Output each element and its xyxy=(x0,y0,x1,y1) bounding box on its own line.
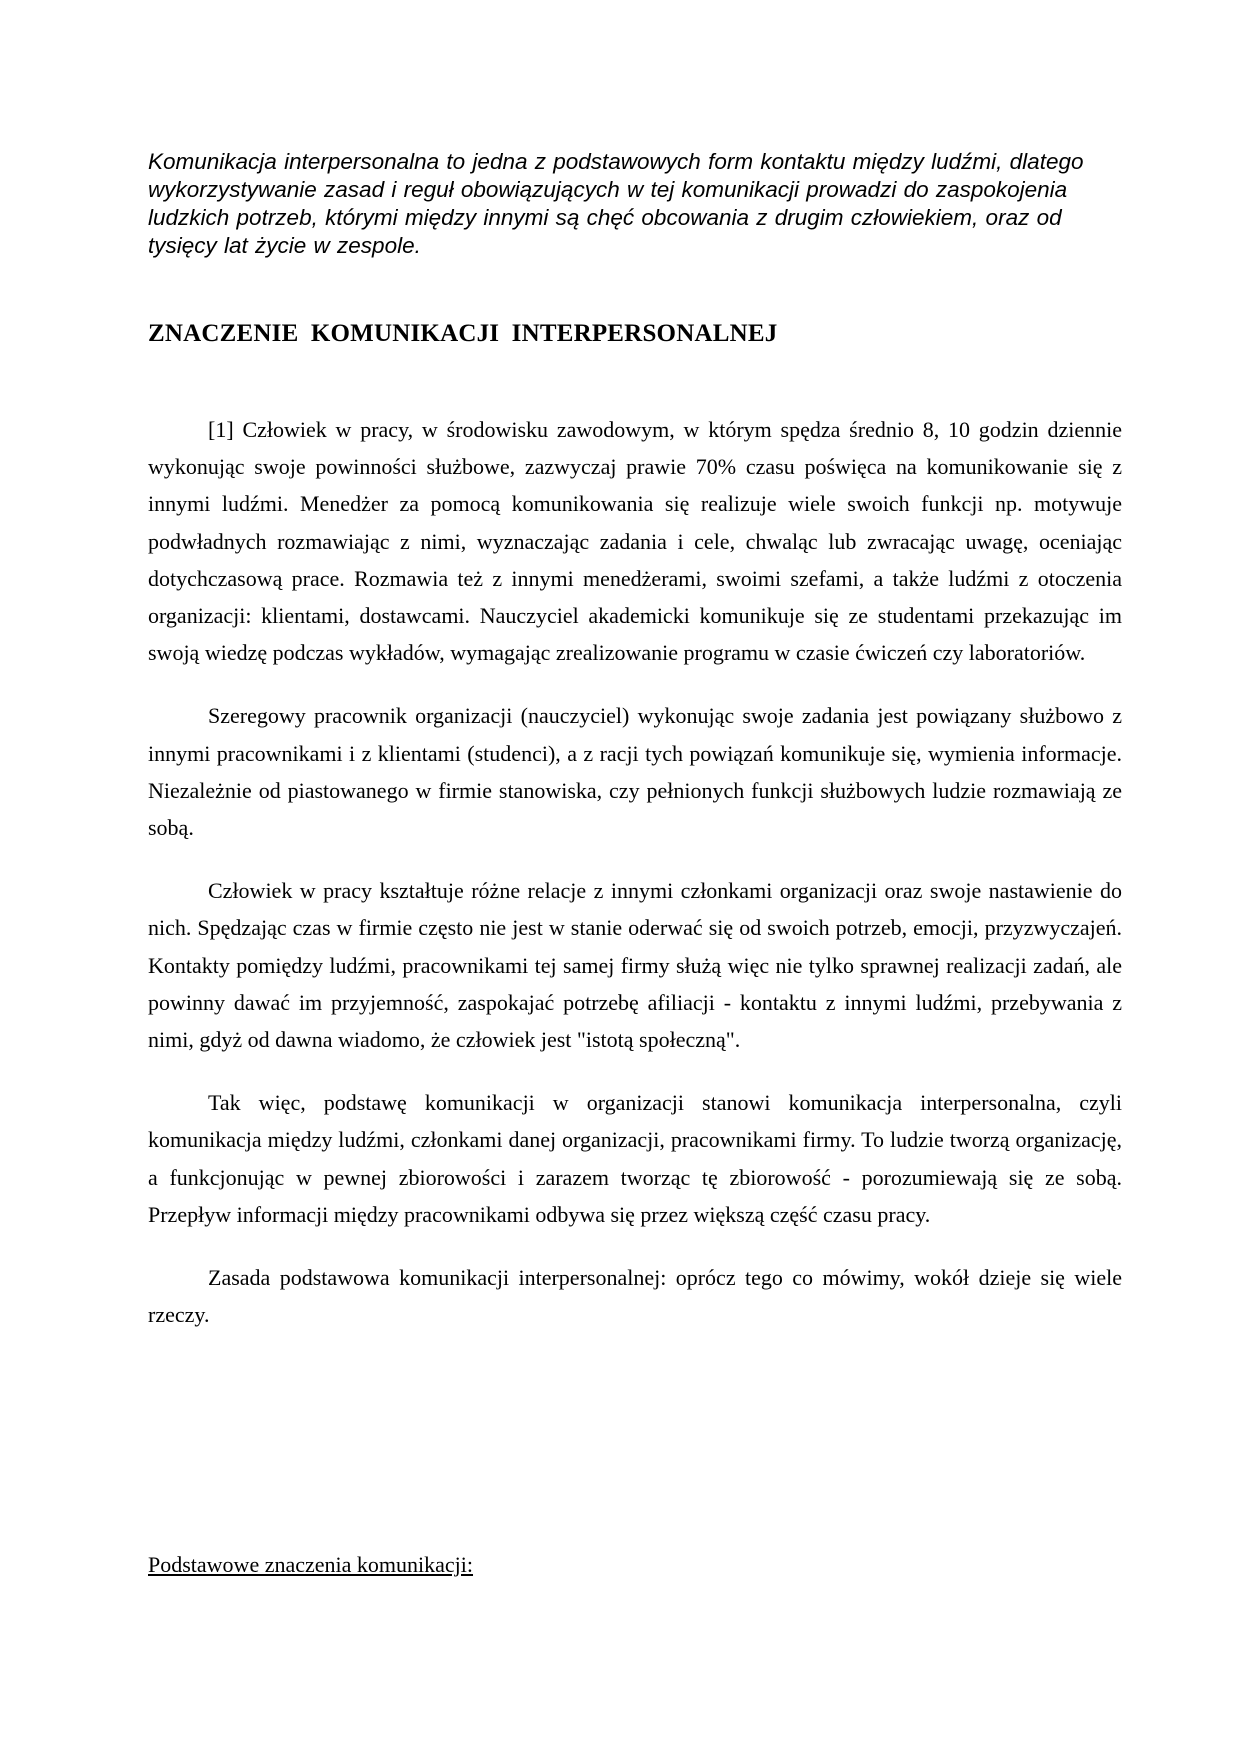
body-paragraph: Szeregowy pracownik organizacji (nauczyciel) wykonując swoje zadania jest powiązany służbowo z innymi pracownikami i z klientami (studenci), a z racji tych powiązań komunikuje się, wymienia informacje. Niezależnie od piastowanego w firmie stanowiska, czy pełnionych funkcji służbowych ludzie rozmawiają ze sobą. xyxy=(148,703,1122,841)
subsection-heading: Podstawowe znaczenia komunikacji: xyxy=(148,1552,474,1577)
body-paragraph: Zasada podstawowa komunikacji interpersonalnej: oprócz tego co mówimy, wokół dzieje się wiele rzeczy. xyxy=(148,1265,1122,1328)
document-page xyxy=(148,148,1122,1577)
body-text xyxy=(148,411,1122,1359)
body-paragraph: [1] Człowiek w pracy, w środowisku zawodowym, w którym spędza średnio 8, 10 godzin dziennie wykonując swoje powinności służbowe, zazwyczaj prawie 70% czasu poświęca na komunikowanie się z innymi ludźmi. Menedżer za pomocą komunikowania się realizuje wiele swoich funkcji np. motywuje podwładnych rozmawiając z nimi, wyznaczając zadania i cele, chwaląc lub zwracając uwagę, oceniając dotychczasową prace. Rozmawia też z innymi menedżerami, swoimi szefami, a także ludźmi z otoczenia organizacji: klientami, dostawcami. Nauczyciel akademicki komunikuje się ze studentami przekazując im swoją wiedzę podczas wykładów, wymagając zrealizowanie programu w czasie ćwiczeń czy laboratoriów. xyxy=(148,417,1122,666)
intro-paragraph: Komunikacja interpersonalna to jedna z podstawowych form kontaktu między ludźmi, dlatego wykorzystywanie zasad i reguł obowiązujących w tej komunikacji prowadzi do zaspokojenia ludzkich potrzeb, którymi między innymi są chęć obcowania z drugim człowiekiem, oraz od tysięcy lat życie w zespole. xyxy=(148,149,1084,258)
body-paragraph: Człowiek w pracy kształtuje różne relacje z innymi członkami organizacji oraz swoje nastawienie do nich. Spędzając czas w firmie często nie jest w stanie oderwać się od swoich potrzeb, emocji, przyzwyczajeń. Kontakty pomiędzy ludźmi, pracownikami tej samej firmy służą więc nie tylko sprawnej realizacji zadań, ale powinny dawać im przyjemność, zaspokajać potrzebę afiliacji - kontaktu z innymi ludźmi, przebywania z nimi, gdyż od dawna wiadomo, że człowiek jest "istotą społeczną". xyxy=(148,878,1122,1053)
section-heading: ZNACZENIE KOMUNIKACJI INTERPERSONALNEJ xyxy=(148,320,778,347)
body-paragraph: Tak więc, podstawę komunikacji w organizacji stanowi komunikacja interpersonalna, czyli komunikacja między ludźmi, członkami danej organizacji, pracownikami firmy. To ludzie tworzą organizację, a funkcjonując w pewnej zbiorowości i zarazem tworząc tę zbiorowość - porozumiewają się ze sobą. Przepływ informacji między pracownikami odbywa się przez większą część czasu pracy. xyxy=(148,1090,1122,1227)
